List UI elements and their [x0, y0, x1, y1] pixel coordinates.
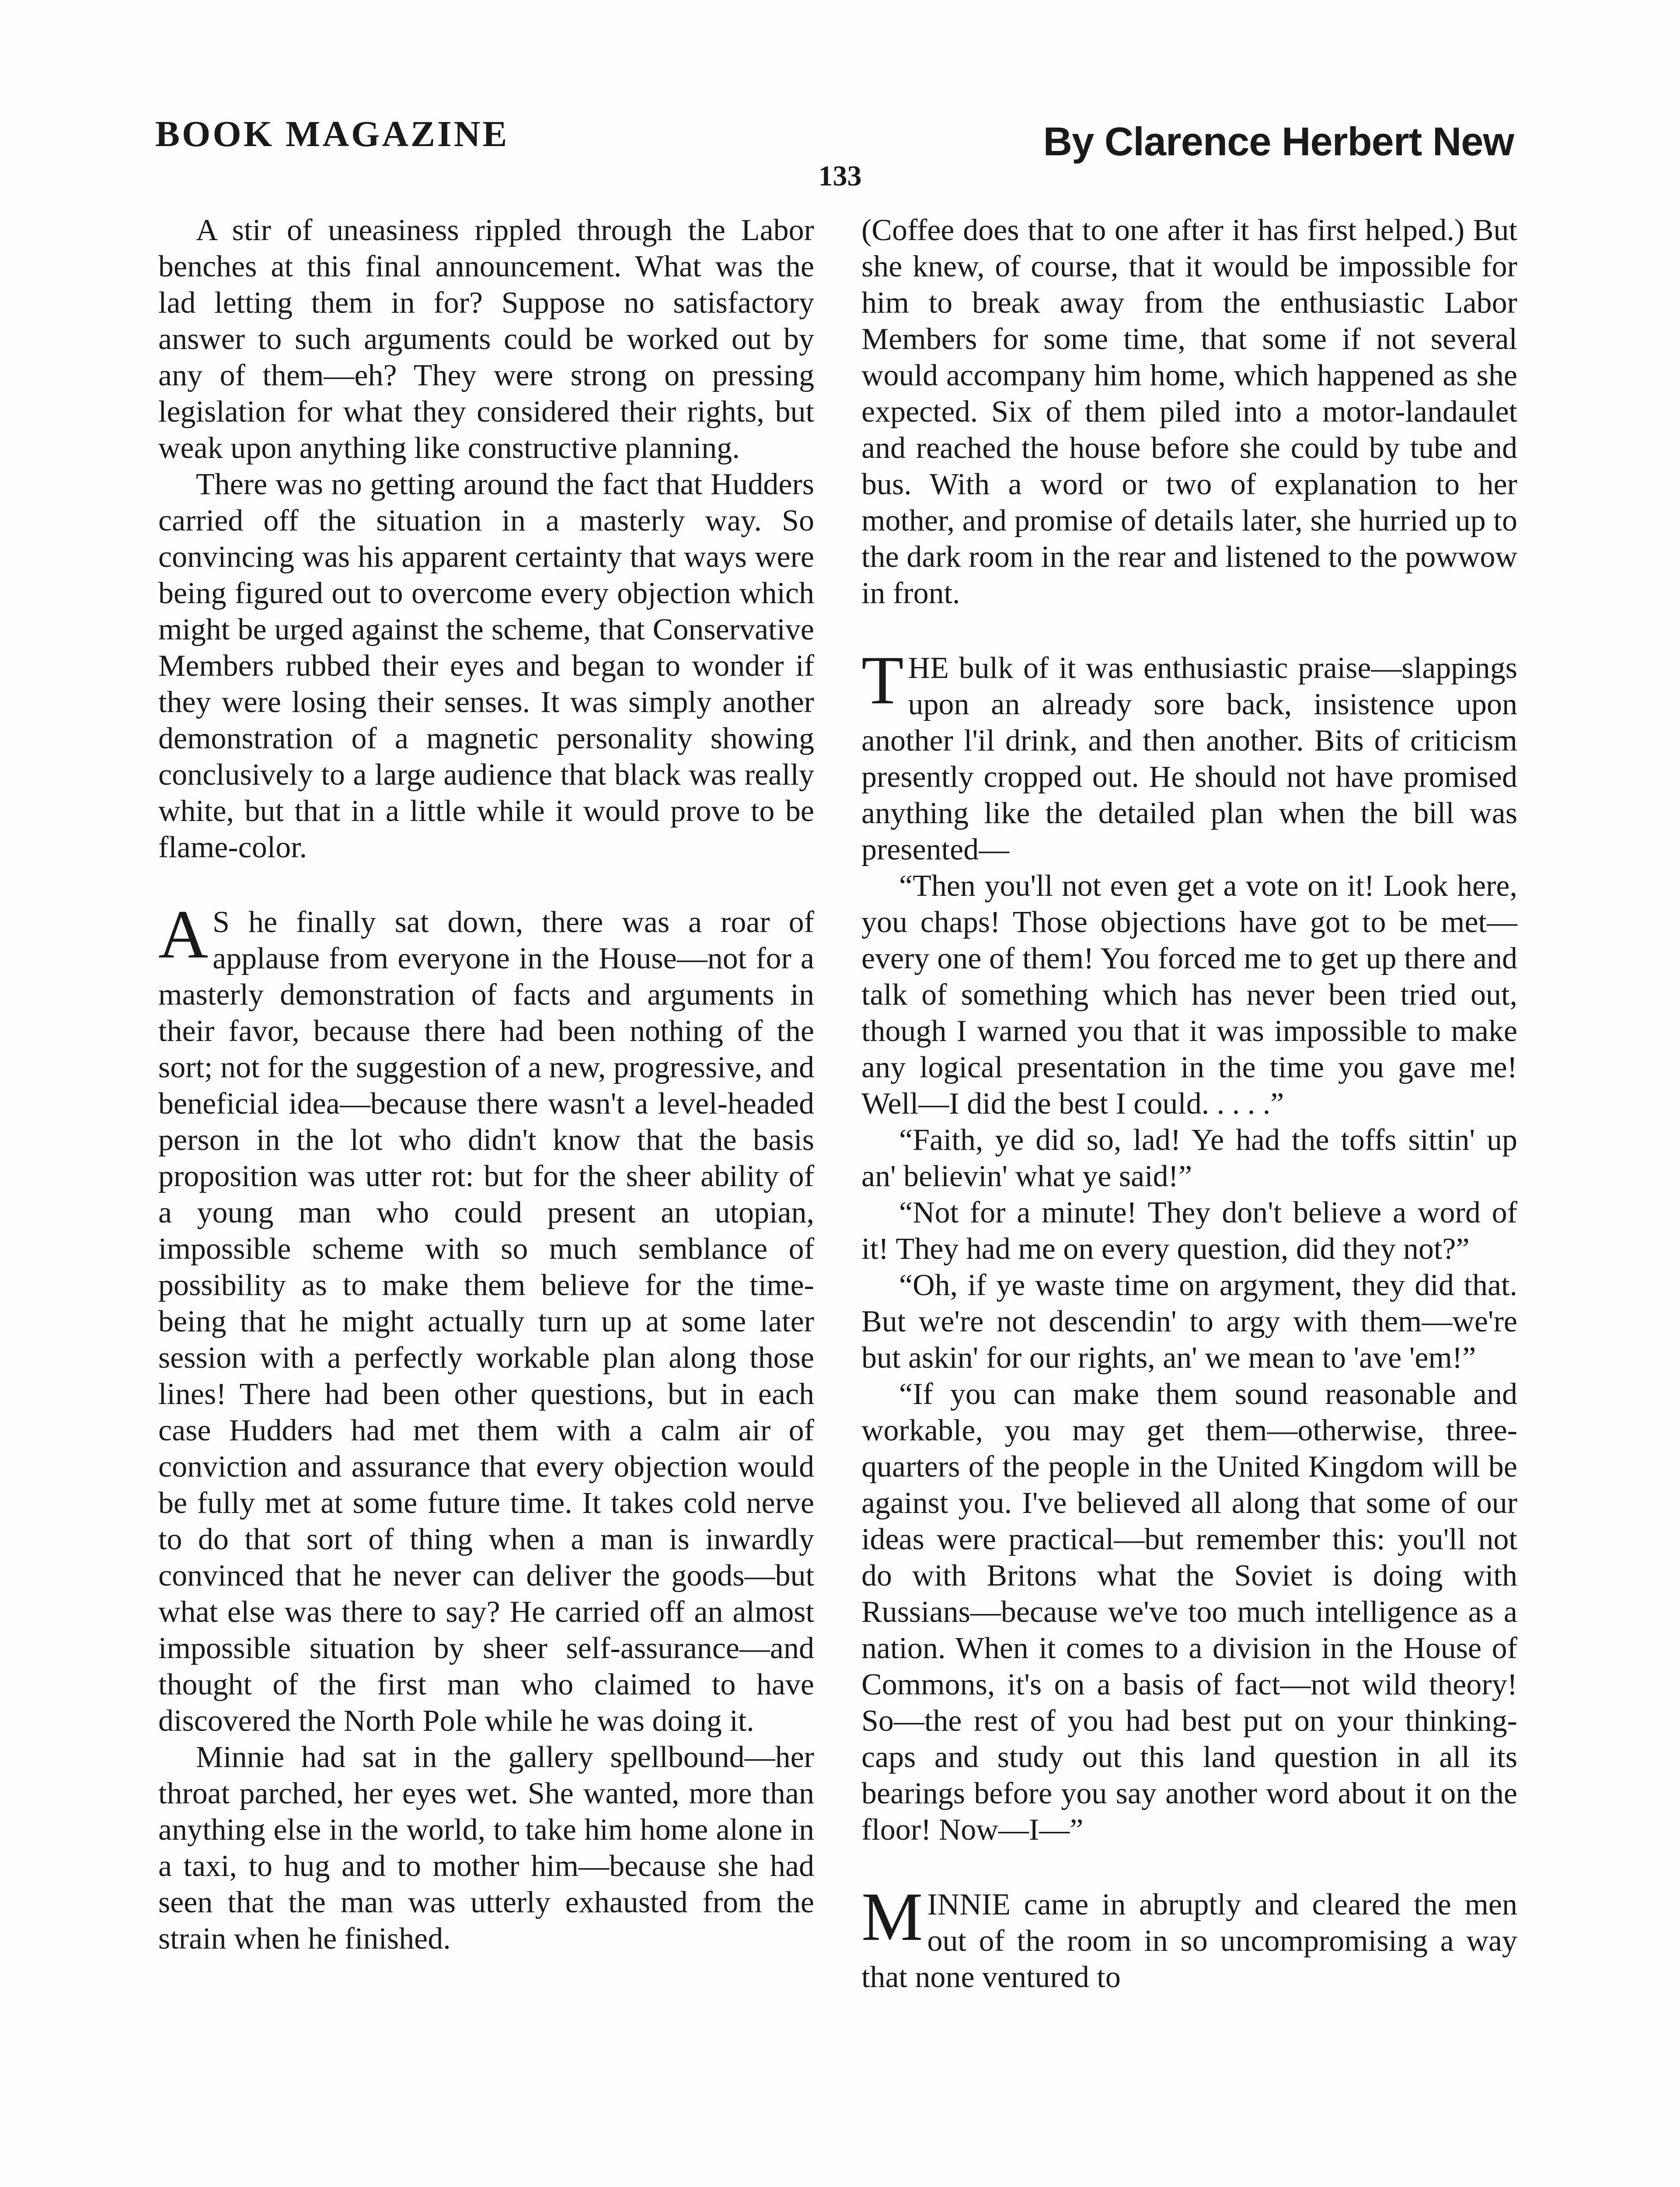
section-paragraph: MINNIE came in abruptly and cleared the men out of the room in so uncompromising a way that none ventured to [861, 1879, 1517, 1994]
dialogue-paragraph: “Faith, ye did so, lad! Ye had the toffs sittin' up an' believin' what ye said!” [861, 1123, 1517, 1193]
dialogue-paragraph: “Then you'll not even get a vote on it! Look here, you chaps! Those objections have got to be met—every one of them! You forced me to get up there and talk of something which has never been tried out, though I warned you that it was impossible to make any logical presentation in the time you gave me! Well—I did the best I could. . . . .” [861, 869, 1517, 1121]
right-column [861, 212, 1517, 1995]
paragraph: (Coffee does that to one after it has first helped.) But she knew, of course, that it would be impossible for him to break away from the enthusiastic Labor Members for some time, that some if not several would accompany him home, which happened as she expected. Six of them piled into a motor-landaulet and reached the house before she could by tube and bus. With a word or two of explanation to her mother, and promise of details later, she hurried up to the dark room in the rear and listened to the powwow in front. [861, 213, 1517, 610]
section-paragraph: AS he finally sat down, there was a roar of applause from everyone in the House—not for a masterly demonstration of facts and arguments in their favor, because there had been nothing of the sort; not for the suggestion of a new, progressive, and beneficial idea—because there wasn't a level-headed person in the lot who didn't know that the basis proposition was utter rot: but for the sheer ability of a young man who could present an utopian, impossible scheme with so much semblance of possibility as to make them believe for the time-being that he might actually turn up at some later session with a perfectly workable plan along those lines! There had been other questions, but in each case Hudders had met them with a calm air of conviction and assurance that every objection would be fully met at some future time. It takes cold nerve to do that sort of thing when a man is inwardly convinced that he never can deliver the goods—but what else was there to say? He carried off an almost impossible situation by sheer self-assurance—and thought of the first man who claimed to have discovered the North Pole while he was doing it. [158, 896, 814, 1738]
section-paragraph: THE bulk of it was enthusiastic praise—slappings upon an already sore back, insistence upon another l'il drink, and then another. Bits of criticism presently cropped out. He should not have promised anything like the detailed plan when the bill was presented— [861, 642, 1517, 866]
magazine-title: BOOK MAGAZINE [155, 114, 509, 154]
author-byline: By Clarence Herbert New [1043, 119, 1514, 164]
paragraph: There was no getting around the fact that Hudders carried off the situation in a masterly way. So convincing was his apparent certainty that ways were being figured out to overcome every objection which might be urged against the scheme, that Conservative Members rubbed their eyes and began to wonder if they were losing their senses. It was simply another demonstration of a magnetic personality showing conclusively to a large audience that black was really white, but that in a little while it would prove to be flame-color. [158, 468, 814, 864]
page-number: 133 [818, 160, 862, 192]
paragraph: Minnie had sat in the gallery spellbound—her throat parched, her eyes wet. She wanted, more than anything else in the world, to take him home alone in a taxi, to hug and to mother him—because she had seen that the man was utterly exhausted from the strain when he finished. [158, 1740, 814, 1956]
dialogue-paragraph: “If you can make them sound reasonable and workable, you may get them—otherwise, three-quarters of the people in the United Kingdom will be against you. I've believed all along that some of our ideas were practical—but remember this: you'll not do with Britons what the Soviet is doing with Russians—because we've too much intelligence as a nation. When it comes to a division in the House of Commons, it's on a basis of fact—not wild theory! So—the rest of you had best put on your thinking-caps and study out this land question in all its bearings before you say another word about it on the floor! Now—I—” [861, 1377, 1517, 1847]
paragraph: A stir of uneasiness rippled through the Labor benches at this final announcement. What was the lad letting them in for? Suppose no satisfactory answer to such arguments could be worked out by any of them—eh? They were strong on pressing legislation for what they considered their rights, but weak upon anything like constructive planning. [158, 213, 814, 465]
dialogue-paragraph: “Not for a minute! They don't believe a word of it! They had me on every question, did they not?” [861, 1196, 1517, 1266]
left-column [158, 212, 814, 1957]
dialogue-paragraph: “Oh, if ye waste time on argyment, they did that. But we're not descendin' to argy with them—we're but askin' for our rights, an' we mean to 'ave 'em!” [861, 1268, 1517, 1375]
